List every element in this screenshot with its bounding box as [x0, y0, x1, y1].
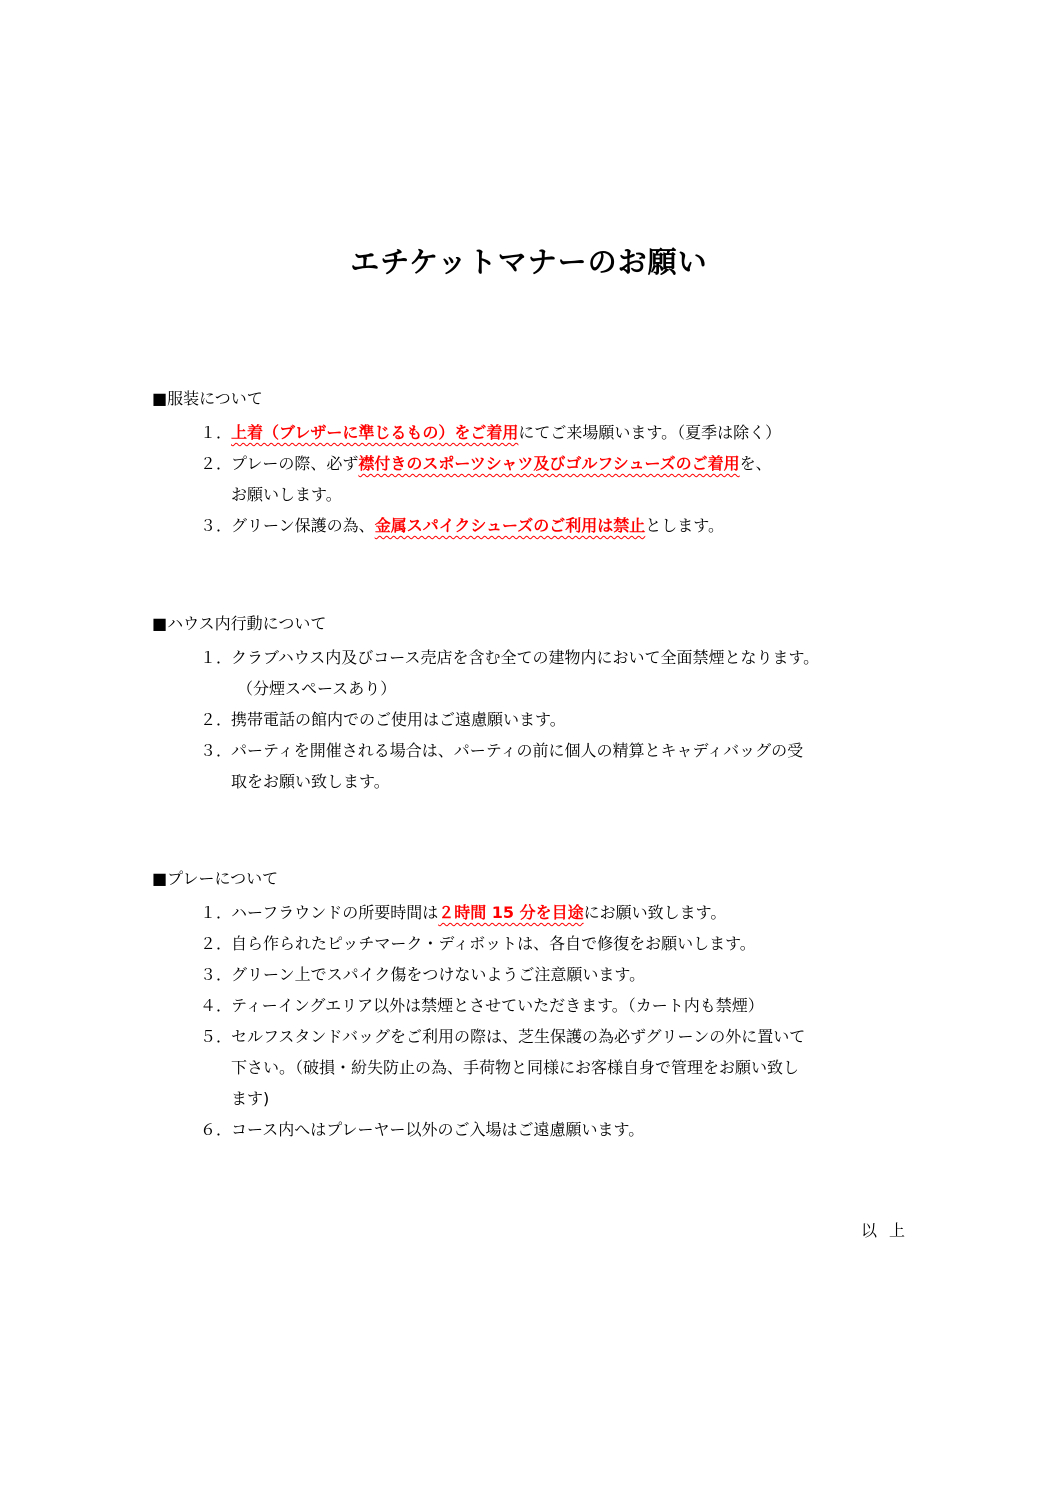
item-line-continued: ます)	[231, 1089, 270, 1108]
item-line-continued: 下さい。（破損・紛失防止の為、手荷物と同様にお客様自身で管理をお願い致し	[231, 1058, 800, 1077]
section-heading: ■服装について	[152, 389, 263, 408]
item-line-continued: 取をお願い致します。	[231, 772, 390, 791]
list-item	[152, 1021, 932, 1114]
item-line: 自ら作られたピッチマーク・ディボットは、各自で修復をお願いします。	[231, 934, 756, 953]
item-number: ５．	[200, 1027, 233, 1046]
item-list	[152, 897, 932, 1145]
item-line: クラブハウス内及びコース売店を含む全ての建物内において全面禁煙となります。	[231, 648, 820, 667]
list-item	[152, 704, 932, 735]
item-line: コース内へはプレーヤー以外のご入場はご遠慮願います。	[231, 1120, 645, 1139]
item-number: ３．	[200, 965, 233, 984]
section-heading: ■ハウス内行動について	[152, 614, 327, 633]
item-line-continued: お願いします。	[231, 485, 342, 504]
item-list	[152, 417, 932, 541]
item-line: セルフスタンドバッグをご利用の際は、芝生保護の為必ずグリーンの外に置いて	[231, 1027, 806, 1046]
item-line: ハーフラウンドの所要時間は２時間 15 分を目途にお願い致します。	[231, 903, 727, 922]
item-line: 上着（ブレザーに準じるもの）をご着用にてご来場願います。（夏季は除く）	[231, 423, 782, 442]
item-number: １．	[200, 903, 233, 922]
list-item	[152, 959, 932, 990]
list-item	[152, 990, 932, 1021]
item-number: ２．	[200, 454, 233, 473]
emphasis-text: 上着（ブレザーに準じるもの）をご着用	[231, 423, 519, 442]
item-number: ４．	[200, 996, 233, 1015]
item-number: ２．	[200, 934, 233, 953]
item-line: グリーン保護の為、金属スパイクシューズのご利用は禁止とします。	[231, 516, 724, 535]
item-number: ２．	[200, 710, 233, 729]
emphasis-text: 金属スパイクシューズのご利用は禁止	[374, 516, 646, 535]
list-item	[152, 642, 932, 704]
list-item	[152, 735, 932, 797]
emphasis-text: ２時間 15 分を目途	[438, 903, 584, 922]
section-heading: ■プレーについて	[152, 869, 279, 888]
section-dress-code	[152, 386, 932, 541]
item-number: １．	[200, 423, 233, 442]
list-item	[152, 897, 932, 928]
item-line: グリーン上でスパイク傷をつけないようご注意願います。	[231, 965, 646, 984]
item-line-continued: （分煙スペースあり）	[237, 679, 397, 698]
item-list	[152, 642, 932, 797]
list-item	[152, 928, 932, 959]
closing-remark: 以上	[861, 1221, 918, 1240]
list-item	[152, 417, 932, 448]
item-number: ３．	[200, 741, 233, 760]
item-line: パーティを開催される場合は、パーティの前に個人の精算とキャディバッグの受	[231, 741, 804, 760]
page-title: エチケットマナーのお願い	[350, 245, 708, 279]
emphasis-text: 襟付きのスポーツシャツ及びゴルフシューズのご着用	[358, 454, 740, 473]
section-clubhouse-conduct	[152, 611, 932, 797]
section-play	[152, 866, 932, 1145]
item-line: ティーイングエリア以外は禁煙とさせていただきます。（カート内も禁煙）	[231, 996, 764, 1015]
item-line: プレーの際、必ず襟付きのスポーツシャツ及びゴルフシューズのご着用を、	[231, 454, 772, 473]
item-number: ３．	[200, 516, 233, 535]
item-number: １．	[200, 648, 233, 667]
list-item	[152, 510, 932, 541]
item-line: 携帯電話の館内でのご使用はご遠慮願います。	[231, 710, 566, 729]
list-item	[152, 448, 932, 510]
item-number: ６．	[200, 1120, 233, 1139]
list-item	[152, 1114, 932, 1145]
